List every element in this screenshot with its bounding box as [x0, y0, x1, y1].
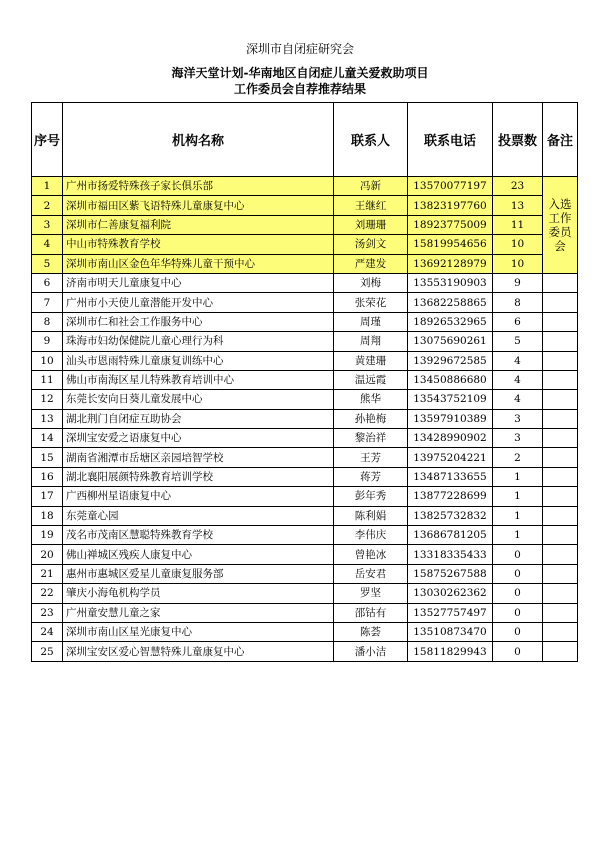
row-number: 5 — [32, 254, 63, 273]
table-row — [32, 622, 578, 641]
row-number: 13 — [32, 409, 63, 428]
table-row — [32, 196, 578, 215]
contact-cell: 蒋芳 — [334, 467, 408, 486]
table-row — [32, 235, 578, 254]
votes-cell: 5 — [493, 332, 543, 351]
votes-cell: 0 — [493, 642, 543, 661]
contact-cell: 曾艳冰 — [334, 545, 408, 564]
votes-cell: 4 — [493, 351, 543, 370]
row-number: 16 — [32, 467, 63, 486]
notes-cell — [543, 351, 578, 370]
col-header-votes: 投票数 — [493, 103, 543, 177]
table-row — [32, 390, 578, 409]
votes-cell: 0 — [493, 545, 543, 564]
phone-cell: 15819954656 — [408, 235, 493, 254]
org-name-cell: 湖北荆门自闭症互助协会 — [63, 409, 334, 428]
contact-cell: 王继红 — [334, 196, 408, 215]
phone-cell: 13510873470 — [408, 622, 493, 641]
votes-cell: 0 — [493, 584, 543, 603]
phone-cell: 13553190903 — [408, 273, 493, 292]
phone-cell: 13597910389 — [408, 409, 493, 428]
row-number: 7 — [32, 293, 63, 312]
col-header-number: 序号 — [32, 103, 63, 177]
table-row — [32, 526, 578, 545]
phone-cell: 13030262362 — [408, 584, 493, 603]
table-row — [32, 487, 578, 506]
phone-cell: 13487133655 — [408, 467, 493, 486]
phone-cell: 13975204221 — [408, 448, 493, 467]
phone-cell: 13428990902 — [408, 429, 493, 448]
phone-cell: 18923775009 — [408, 215, 493, 234]
table-row — [32, 254, 578, 273]
phone-cell: 15811829943 — [408, 642, 493, 661]
votes-cell: 11 — [493, 215, 543, 234]
row-number: 21 — [32, 564, 63, 583]
contact-cell: 张荣花 — [334, 293, 408, 312]
org-name-cell: 湖南省湘潭市岳塘区亲园培智学校 — [63, 448, 334, 467]
notes-cell — [543, 564, 578, 583]
votes-cell: 1 — [493, 506, 543, 525]
row-number: 15 — [32, 448, 63, 467]
row-number: 17 — [32, 487, 63, 506]
notes-cell — [543, 603, 578, 622]
contact-cell: 潘小洁 — [334, 642, 408, 661]
contact-cell: 刘梅 — [334, 273, 408, 292]
org-name-cell: 广州市扬爱特殊孩子家长俱乐部 — [63, 177, 334, 196]
org-name-cell: 佛山市南海区星儿特殊教育培训中心 — [63, 370, 334, 389]
votes-cell: 1 — [493, 467, 543, 486]
row-number: 14 — [32, 429, 63, 448]
table-header-row — [32, 103, 578, 177]
contact-cell: 邵钴有 — [334, 603, 408, 622]
notes-cell — [543, 293, 578, 312]
org-name-cell: 广州童安慧儿童之家 — [63, 603, 334, 622]
phone-cell: 13825732832 — [408, 506, 493, 525]
contact-cell: 黄建珊 — [334, 351, 408, 370]
notes-cell — [543, 584, 578, 603]
votes-cell: 6 — [493, 312, 543, 331]
phone-cell: 13823197760 — [408, 196, 493, 215]
table-row — [32, 351, 578, 370]
table-row — [32, 545, 578, 564]
org-name-cell: 肇庆小海龟机构学员 — [63, 584, 334, 603]
row-number: 2 — [32, 196, 63, 215]
votes-cell: 4 — [493, 370, 543, 389]
org-name-cell: 东莞童心园 — [63, 506, 334, 525]
row-number: 4 — [32, 235, 63, 254]
col-header-notes: 备注 — [543, 103, 578, 177]
table-row — [32, 332, 578, 351]
org-name-cell: 深圳宝安区爱心智慧特殊儿童康复中心 — [63, 642, 334, 661]
col-header-org: 机构名称 — [63, 103, 334, 177]
row-number: 11 — [32, 370, 63, 389]
notes-cell — [543, 467, 578, 486]
table-row — [32, 370, 578, 389]
org-name-cell: 广西柳州星语康复中心 — [63, 487, 334, 506]
phone-cell: 13450886680 — [408, 370, 493, 389]
notes-cell — [543, 487, 578, 506]
org-name-cell: 深圳市南山区金色年华特殊儿童干预中心 — [63, 254, 334, 273]
row-number: 12 — [32, 390, 63, 409]
votes-cell: 1 — [493, 526, 543, 545]
contact-cell: 王芳 — [334, 448, 408, 467]
table-row — [32, 448, 578, 467]
notes-cell — [543, 622, 578, 641]
notes-cell — [543, 642, 578, 661]
table-row — [32, 584, 578, 603]
row-number: 10 — [32, 351, 63, 370]
notes-cell — [543, 312, 578, 331]
votes-cell: 0 — [493, 622, 543, 641]
table-body — [32, 177, 578, 662]
col-header-phone: 联系电话 — [408, 103, 493, 177]
row-number: 1 — [32, 177, 63, 196]
phone-cell: 13570077197 — [408, 177, 493, 196]
table-row — [32, 215, 578, 234]
table-row — [32, 312, 578, 331]
phone-cell: 13527757497 — [408, 603, 493, 622]
votes-cell: 1 — [493, 487, 543, 506]
phone-cell: 13543752109 — [408, 390, 493, 409]
table-row — [32, 467, 578, 486]
row-number: 9 — [32, 332, 63, 351]
organization-name: 深圳市自闭症研究会 — [245, 42, 354, 56]
contact-cell: 岳安君 — [334, 564, 408, 583]
org-name-cell: 深圳宝安爱之语康复中心 — [63, 429, 334, 448]
results-table — [31, 102, 578, 662]
row-number: 22 — [32, 584, 63, 603]
table-row — [32, 409, 578, 428]
notes-cell — [543, 506, 578, 525]
row-number: 19 — [32, 526, 63, 545]
table-row — [32, 642, 578, 661]
org-name-cell: 中山市特殊教育学校 — [63, 235, 334, 254]
contact-cell: 刘珊珊 — [334, 215, 408, 234]
votes-cell: 4 — [493, 390, 543, 409]
phone-cell: 13692128979 — [408, 254, 493, 273]
row-number: 6 — [32, 273, 63, 292]
org-name-cell: 深圳市福田区紫飞语特殊儿童康复中心 — [63, 196, 334, 215]
phone-cell: 18926532965 — [408, 312, 493, 331]
contact-cell: 陈利娟 — [334, 506, 408, 525]
org-name-cell: 湖北襄阳展颜特殊教育培训学校 — [63, 467, 334, 486]
contact-cell: 熊华 — [334, 390, 408, 409]
contact-cell: 严建发 — [334, 254, 408, 273]
org-name-cell: 茂名市茂南区慧聪特殊教育学校 — [63, 526, 334, 545]
org-name-cell: 惠州市惠城区爱星儿童康复服务部 — [63, 564, 334, 583]
table-row — [32, 293, 578, 312]
row-number: 18 — [32, 506, 63, 525]
row-number: 25 — [32, 642, 63, 661]
phone-cell: 13929672585 — [408, 351, 493, 370]
phone-cell: 15875267588 — [408, 564, 493, 583]
votes-cell: 9 — [493, 273, 543, 292]
contact-cell: 周瑾 — [334, 312, 408, 331]
row-number: 23 — [32, 603, 63, 622]
contact-cell: 孙艳梅 — [334, 409, 408, 428]
org-name-cell: 济南市明天儿童康复中心 — [63, 273, 334, 292]
row-number: 20 — [32, 545, 63, 564]
org-name-cell: 深圳市仁善康复福利院 — [63, 215, 334, 234]
table-row — [32, 177, 578, 196]
table-row — [32, 506, 578, 525]
org-name-cell: 深圳市仁和社会工作服务中心 — [63, 312, 334, 331]
votes-cell: 0 — [493, 603, 543, 622]
org-name-cell: 佛山禅城区残疾人康复中心 — [63, 545, 334, 564]
votes-cell: 13 — [493, 196, 543, 215]
contact-cell: 温远霞 — [334, 370, 408, 389]
contact-cell: 汤剑文 — [334, 235, 408, 254]
votes-cell: 2 — [493, 448, 543, 467]
org-name-cell: 汕头市恩雨特殊儿童康复训练中心 — [63, 351, 334, 370]
table-row — [32, 429, 578, 448]
table-row — [32, 273, 578, 292]
org-name-cell: 珠海市妇幼保健院儿童心理行为科 — [63, 332, 334, 351]
notes-cell — [543, 545, 578, 564]
phone-cell: 13075690261 — [408, 332, 493, 351]
votes-cell: 3 — [493, 429, 543, 448]
contact-cell: 陈荟 — [334, 622, 408, 641]
notes-cell — [543, 409, 578, 428]
contact-cell: 李伟庆 — [334, 526, 408, 545]
phone-cell: 13877228699 — [408, 487, 493, 506]
notes-cell — [543, 526, 578, 545]
row-number: 8 — [32, 312, 63, 331]
phone-cell: 13318335433 — [408, 545, 493, 564]
votes-cell: 10 — [493, 254, 543, 273]
document-title: 海洋天堂计划-华南地区自闭症儿童关爱救助项目 — [171, 66, 429, 80]
contact-cell: 周翔 — [334, 332, 408, 351]
org-name-cell: 深圳市南山区星光康复中心 — [63, 622, 334, 641]
col-header-contact: 联系人 — [334, 103, 408, 177]
votes-cell: 10 — [493, 235, 543, 254]
contact-cell: 黎治祥 — [334, 429, 408, 448]
notes-cell — [543, 273, 578, 292]
contact-cell: 罗坚 — [334, 584, 408, 603]
org-name-cell: 东莞长安向日葵儿童发展中心 — [63, 390, 334, 409]
votes-cell: 0 — [493, 564, 543, 583]
votes-cell: 3 — [493, 409, 543, 428]
notes-cell — [543, 370, 578, 389]
notes-cell — [543, 332, 578, 351]
phone-cell: 13686781205 — [408, 526, 493, 545]
votes-cell: 23 — [493, 177, 543, 196]
org-name-cell: 广州市小天使儿童潜能开发中心 — [63, 293, 334, 312]
document-subtitle: 工作委员会自荐推荐结果 — [233, 82, 366, 96]
contact-cell: 彭年秀 — [334, 487, 408, 506]
phone-cell: 13682258865 — [408, 293, 493, 312]
contact-cell: 冯新 — [334, 177, 408, 196]
notes-cell — [543, 390, 578, 409]
notes-cell — [543, 429, 578, 448]
table-row — [32, 603, 578, 622]
table-row — [32, 564, 578, 583]
selected-note-cell: 入选工作委员会 — [543, 177, 578, 274]
row-number: 24 — [32, 622, 63, 641]
votes-cell: 8 — [493, 293, 543, 312]
notes-cell — [543, 448, 578, 467]
row-number: 3 — [32, 215, 63, 234]
